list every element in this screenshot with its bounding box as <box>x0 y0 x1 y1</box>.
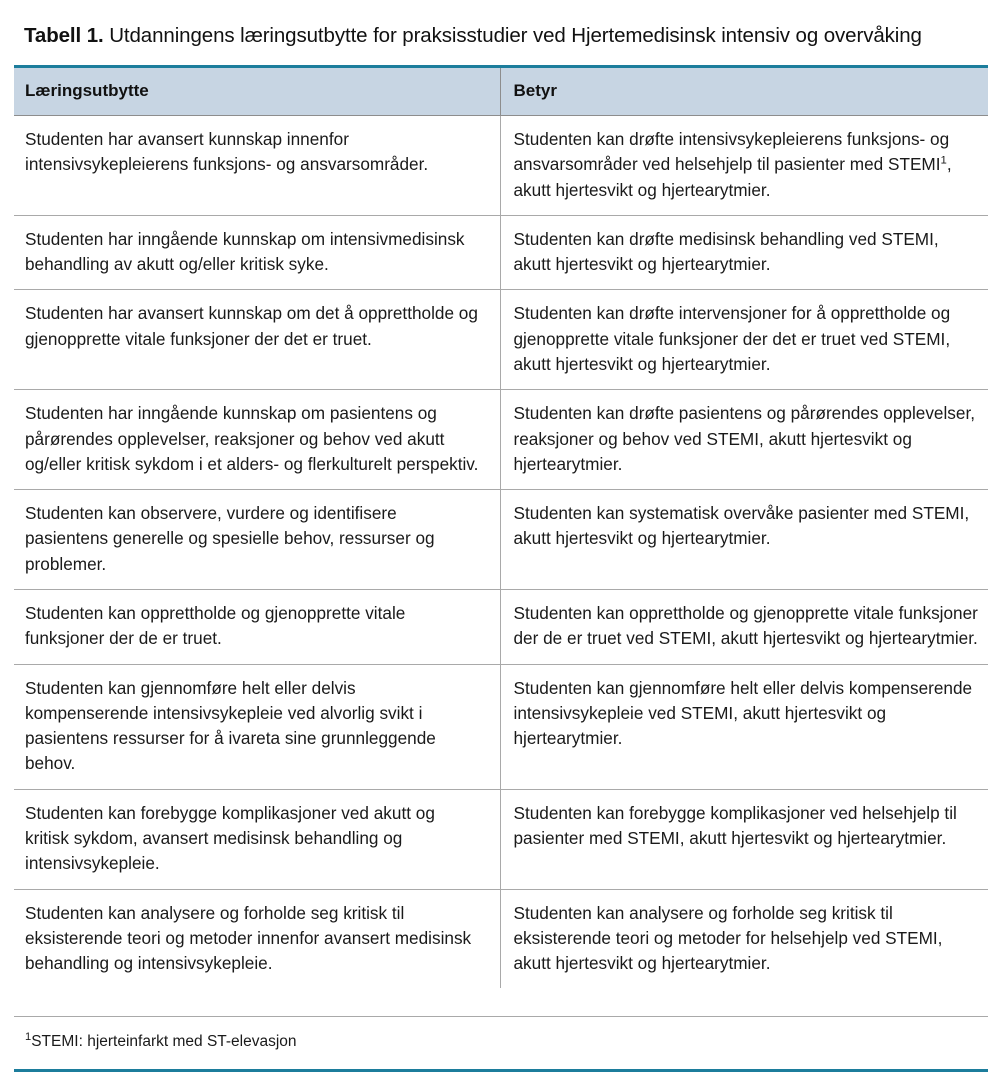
table-container <box>14 65 988 988</box>
cell-laeringsutbytte: Studenten kan observere, vurdere og identifisere pasientens generelle og spesielle behov, ressurser og problemer. <box>14 490 500 590</box>
table-header <box>14 68 988 116</box>
cell-betyr: Studenten kan analysere og forholde seg kritisk til eksisterende teori og metoder for helsehjelp ved STEMI, akutt hjertesvikt og hjertearytmier. <box>500 889 988 988</box>
cell-betyr: Studenten kan drøfte medisinsk behandling ved STEMI, akutt hjertesvikt og hjertearytmier. <box>500 215 988 290</box>
cell-betyr: Studenten kan drøfte intervensjoner for å opprettholde og gjenopprette vitale funksjoner der det er truet ved STEMI, akutt hjertesvikt og hjertearytmier. <box>500 290 988 390</box>
cell-betyr <box>500 116 988 216</box>
cell-laeringsutbytte: Studenten kan gjennomføre helt eller delvis kompenserende intensivsykepleie ved alvorlig svikt i pasientens ressurser for å ivareta sine grunnleggende behov. <box>14 664 500 789</box>
cell-betyr-text-part2: , akutt hjertesvikt og hjertearytmier. <box>513 154 952 200</box>
cell-betyr: Studenten kan gjennomføre helt eller delvis kompenserende intensivsykepleie ved STEMI, akutt hjertesvikt og hjertearytmier. <box>500 664 988 789</box>
cell-betyr: Studenten kan drøfte pasientens og pårørendes opplevelser, reaksjoner og behov ved STEMI, akutt hjertesvikt og hjertearytmier. <box>500 390 988 490</box>
cell-laeringsutbytte: Studenten har inngående kunnskap om intensivmedisinsk behandling av akutt og/eller kritisk syke. <box>14 215 500 290</box>
cell-betyr: Studenten kan systematisk overvåke pasienter med STEMI, akutt hjertesvikt og hjertearytmier. <box>500 490 988 590</box>
table-row <box>14 290 988 390</box>
table-row <box>14 390 988 490</box>
cell-laeringsutbytte: Studenten har inngående kunnskap om pasientens og pårørendes opplevelser, reaksjoner og behov ved akutt og/eller kritisk sykdom i et alders- og flerkulturelt perspektiv. <box>14 390 500 490</box>
table-row <box>14 116 988 216</box>
cell-laeringsutbytte: Studenten kan forebygge komplikasjoner ved akutt og kritisk sykdom, avansert medisinsk behandling og intensivsykepleie. <box>14 789 500 889</box>
table-footnote <box>14 1017 988 1069</box>
cell-betyr: Studenten kan forebygge komplikasjoner ved helsehjelp til pasienter med STEMI, akutt hjertesvikt og hjertearytmier. <box>500 789 988 889</box>
caption-label: Tabell 1. <box>24 24 104 47</box>
cell-laeringsutbytte: Studenten har avansert kunnskap innenfor intensivsykepleierens funksjons- og ansvarsområder. <box>14 116 500 216</box>
learning-outcomes-table <box>14 68 988 988</box>
footnote-marker-icon: 1 <box>25 1031 32 1044</box>
cell-betyr: Studenten kan opprettholde og gjenopprette vitale funksjoner der de er truet ved STEMI, akutt hjertesvikt og hjertearytmier. <box>500 589 988 664</box>
table-row <box>14 589 988 664</box>
column-header-laeringsutbytte: Læringsutbytte <box>14 68 500 116</box>
footnote-container <box>14 1016 988 1069</box>
column-header-betyr: Betyr <box>500 68 988 116</box>
cell-laeringsutbytte: Studenten kan analysere og forholde seg kritisk til eksisterende teori og metoder innenfor avansert medisinsk behandling og intensivsykepleie. <box>25 902 472 974</box>
table-row <box>14 215 988 290</box>
cell-laeringsutbytte: Studenten kan opprettholde og gjenopprette vitale funksjoner der de er truet. <box>14 589 500 664</box>
cell-betyr-text-part1: Studenten kan drøfte intensivsykepleierens funksjons- og ansvarsområder ved helsehjelp til pasienter med STEMI <box>513 129 950 175</box>
footnote-text: STEMI: hjerteinfarkt med ST-elevasjon <box>31 1033 297 1051</box>
table-row <box>14 664 988 789</box>
table-row <box>14 490 988 590</box>
table-header-row <box>14 68 988 116</box>
caption-text: Utdanningens læringsutbytte for praksisstudier ved Hjertemedisinsk intensiv og overvåking <box>103 24 922 47</box>
table-body <box>14 116 988 989</box>
footnote-marker-stemi: 1 <box>940 154 947 167</box>
table-caption <box>14 0 974 49</box>
table-row <box>14 789 988 889</box>
table-row <box>14 889 988 988</box>
cell-laeringsutbytte: Studenten har avansert kunnskap om det å opprettholde og gjenopprette vitale funksjoner der det er truet. <box>14 290 500 390</box>
